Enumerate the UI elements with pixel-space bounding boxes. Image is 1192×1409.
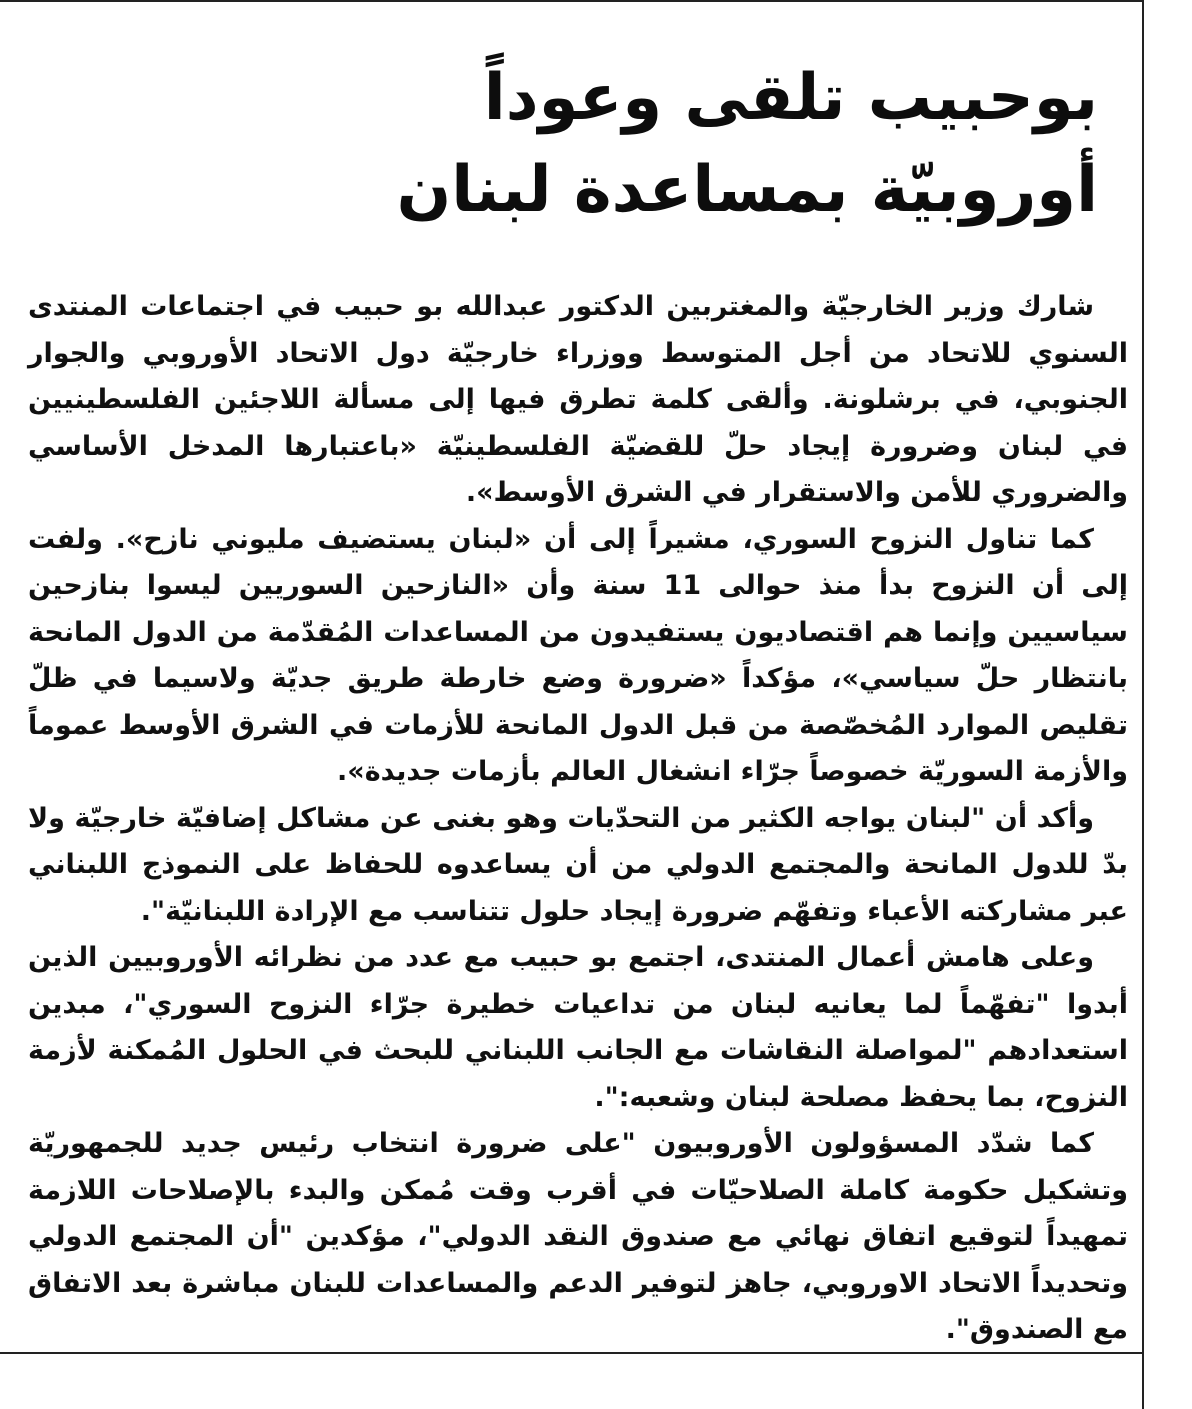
article-paragraph: كما شدّد المسؤولون الأوروبيون "على ضرورة انتخاب رئيس جديد للجمهوريّة وتشكيل حكومة كاملة الصلاحيّات في أقرب وقت مُمكن والبدء بالإصلاحات اللازمة تمهيداً لتوقيع اتفاق نهائي مع صندوق النقد الدولي"، مؤكدين "أن المجتمع الدولي وتحديداً الاتحاد الاوروبي، جاهز لتوفير الدعم والمساعدات للبنان مباشرة بعد الاتفاق مع الصندوق".: [28, 1128, 1128, 1345]
top-rule: [0, 0, 1143, 2]
article-paragraph: كما تناول النزوح السوري، مشيراً إلى أن «لبنان يستضيف مليوني نازح». ولفت إلى أن النزوح بدأ منذ حوالى 11 سنة وأن «النازحين السوريين ليسوا بنازحين سياسيين وإنما هم اقتصاديون يستفيدون من المساعدات المُقدّمة من الدول المانحة بانتظار حلّ سياسي»، مؤكداً «ضرورة وضع خارطة طريق جديّة ولاسيما في ظلّ تقليص الموارد المُخصّصة من قبل الدول المانحة للأزمات في الشرق الأوسط عموماً والأزمة السوريّة خصوصاً جرّاء انشغال العالم بأزمات جديدة».: [28, 523, 1128, 787]
headline-line-1: بوحبيب تلقى وعوداً: [483, 61, 1098, 135]
article-paragraph: شارك وزير الخارجيّة والمغتربين الدكتور عبدالله بو حبيب في اجتماعات المنتدى السنوي للاتحاد من أجل المتوسط ووزراء خارجيّة دول الاتحاد الأوروبي والجوار الجنوبي، في برشلونة. وألقى كلمة تطرق فيها إلى مسألة اللاجئين الفلسطينيين في لبنان وضرورة إيجاد حلّ للقضيّة الفلسطينيّة «باعتبارها المدخل الأساسي والضروري للأمن والاستقرار في الشرق الأوسط».: [28, 291, 1128, 508]
article-headline: [28, 52, 1128, 236]
article-body: [28, 284, 1128, 1354]
news-article: [28, 52, 1128, 1354]
bottom-rule: [0, 1352, 1143, 1354]
article-paragraph: وعلى هامش أعمال المنتدى، اجتمع بو حبيب مع عدد من نظرائه الأوروبيين الذين أبدوا "تفهّماً لما يعانيه لبنان من تداعيات خطيرة جرّاء النزوح السوري"، مبدين استعدادهم "لمواصلة النقاشات مع الجانب اللبناني للبحث في الحلول المُمكنة لأزمة النزوح، بما يحفظ مصلحة لبنان وشعبه:".: [28, 942, 1128, 1113]
headline-line-2: أوروبيّة بمساعدة لبنان: [396, 153, 1098, 227]
column-rule: [1142, 0, 1144, 1409]
article-paragraph: وأكد أن "لبنان يواجه الكثير من التحدّيات وهو بغنى عن مشاكل إضافيّة خارجيّة ولا بدّ للدول المانحة والمجتمع الدولي من أن يساعدوه للحفاظ على النموذج اللبناني عبر مشاركته الأعباء وتفهّم ضرورة إيجاد حلول تتناسب مع الإرادة اللبنانيّة".: [28, 802, 1128, 927]
